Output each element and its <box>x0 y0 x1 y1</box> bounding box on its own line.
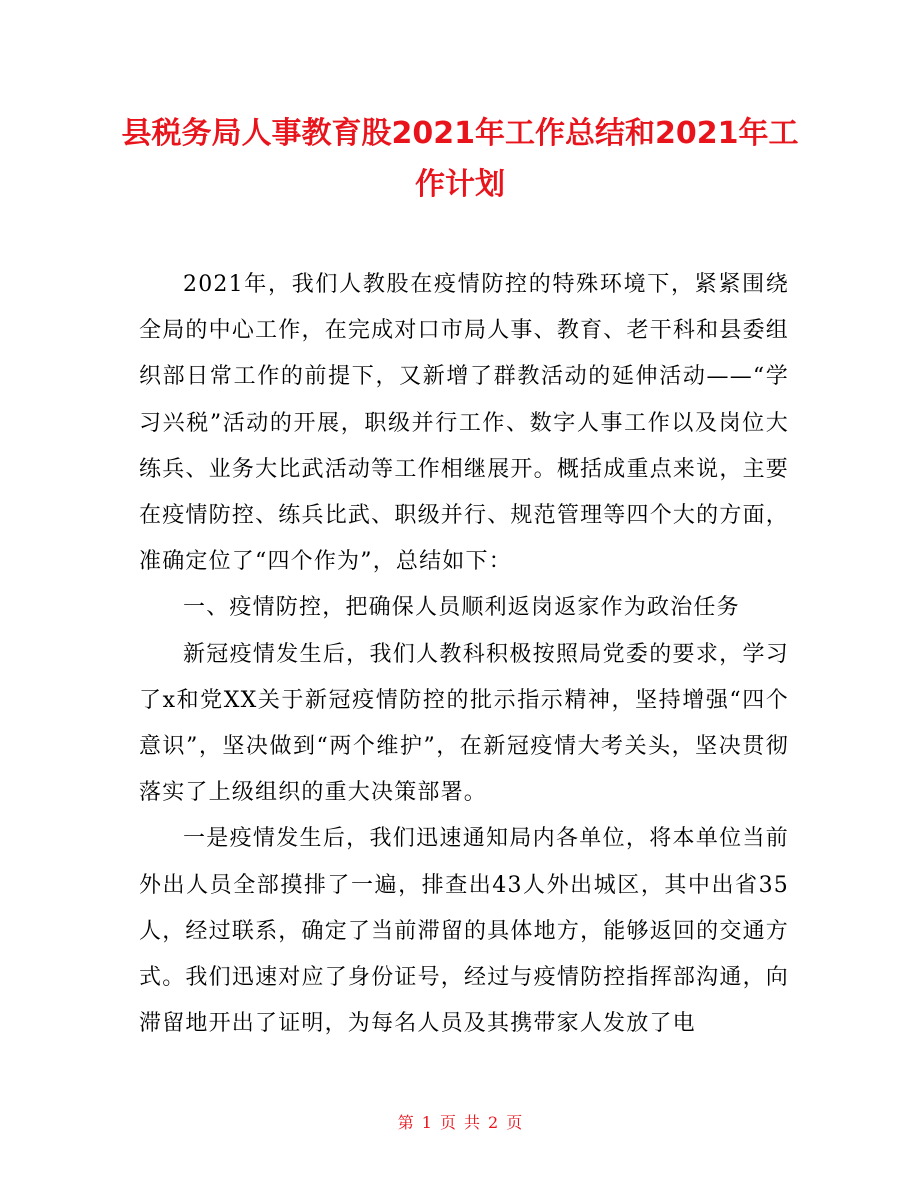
section-heading-epidemic-control: 一、疫情防控，把确保人员顺利返岗返家作为政治任务 <box>183 595 740 621</box>
footer-page-label: 第 <box>397 1113 414 1132</box>
paragraph-first-measure: 一是疫情发生后，我们迅速通知局内各单位，将本单位当前外出人员全部摸排了一遍，排查出43人外出城区，其中出省35人，经过联系，确定了当前滞留的具体地方，能够返回的交通方式。我们迅速对应了身份证号，经过与疫情防控指挥部沟通，向滞留地开出了证明，为每名人员及其携带家人发放了电 <box>139 826 789 1037</box>
page-footer <box>0 1113 920 1133</box>
footer-page-unit: 页 <box>439 1113 456 1132</box>
paragraph-intro: 2021年，我们人教股在疫情防控的特殊环境下，紧紧围绕全局的中心工作，在完成对口市局人事、教育、老干科和县委组织部日常工作的前提下，又新增了群教活动的延伸活动——“学习兴税”活动的开展，职级并行工作、数字人事工作以及岗位大练兵、业务大比武活动等工作相继展开。概括成重点来说，主要在疫情防控、练兵比武、职级并行、规范管理等四个大的方面，准确定位了“四个作为”，总结如下： <box>139 272 789 575</box>
footer-current-page: 1 <box>421 1113 432 1132</box>
footer-total-unit: 页 <box>506 1113 523 1132</box>
paragraph-epidemic-response: 新冠疫情发生后，我们人教科积极按照局党委的要求，学习了x和党XX关于新冠疫情防控的批示指示精神，坚持增强“四个意识”，坚决做到“两个维护”，在新冠疫情大考关头，坚决贯彻落实了上级组织的重大决策部署。 <box>139 641 789 806</box>
document-title: 县税务局人事教育股2021年工作总结和2021年工作计划 <box>121 116 799 202</box>
footer-total-label: 共 <box>464 1113 481 1132</box>
footer-total-pages: 2 <box>488 1113 499 1132</box>
document-body <box>139 262 789 1047</box>
